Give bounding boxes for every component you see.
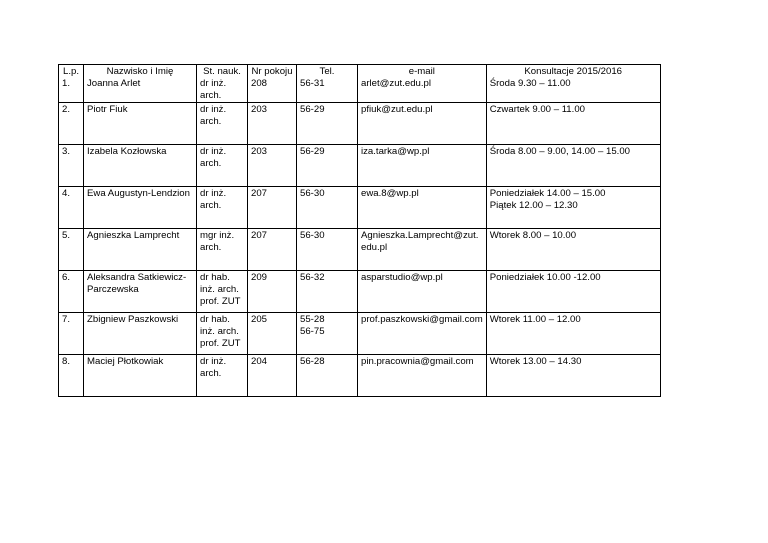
- header-lp: L.p. 1.: [59, 65, 84, 103]
- cell-lp: 5.: [59, 229, 84, 271]
- cell-room: 207: [248, 187, 297, 229]
- cell-tel: 56-29: [297, 103, 358, 145]
- first-row-lp: 1.: [62, 78, 71, 89]
- cell-email: pfiuk@zut.edu.pl: [358, 103, 487, 145]
- table-row: [59, 229, 661, 271]
- cell-lp: 3.: [59, 145, 84, 187]
- staff-consultation-table: [58, 64, 661, 397]
- cell-email: ewa.8@wp.pl: [358, 187, 487, 229]
- first-row-room: 208: [251, 78, 268, 89]
- cell-consult: Środa 8.00 – 9.00, 14.00 – 15.00: [486, 145, 660, 187]
- cell-tel: 56-28: [297, 355, 358, 397]
- cell-room: 203: [248, 103, 297, 145]
- cell-degree: dr hab. inż. arch. prof. ZUT: [197, 313, 248, 355]
- table-row: [59, 355, 661, 397]
- first-row-email: arlet@zut.edu.pl: [361, 78, 432, 89]
- cell-room: 209: [248, 271, 297, 313]
- cell-consult: Wtorek 11.00 – 12.00: [486, 313, 660, 355]
- cell-room: 204: [248, 355, 297, 397]
- header-tel: Tel. 56-31: [297, 65, 358, 103]
- cell-room: 207: [248, 229, 297, 271]
- cell-tel: 56-29: [297, 145, 358, 187]
- cell-consult: Wtorek 13.00 – 14.30: [486, 355, 660, 397]
- cell-lp: 2.: [59, 103, 84, 145]
- cell-degree: dr inż. arch.: [197, 145, 248, 187]
- cell-name: Ewa Augustyn-Lendzion: [84, 187, 197, 229]
- header-room: Nr pokoju 208: [248, 65, 297, 103]
- cell-name: Agnieszka Lamprecht: [84, 229, 197, 271]
- header-email: e-mail arlet@zut.edu.pl: [358, 65, 487, 103]
- first-row-consult: Środa 9.30 – 11.00: [489, 78, 571, 89]
- header-degree: St. nauk. dr inż. arch.: [197, 65, 248, 103]
- cell-tel: 55-28 56-75: [297, 313, 358, 355]
- table-row: [59, 145, 661, 187]
- cell-consult: Poniedziałek 14.00 – 15.00 Piątek 12.00 – 12.30: [486, 187, 660, 229]
- cell-email: Agnieszka.Lamprecht@zut. edu.pl: [358, 229, 487, 271]
- cell-lp: 8.: [59, 355, 84, 397]
- cell-name: Aleksandra Satkiewicz- Parczewska: [84, 271, 197, 313]
- first-row-name: Joanna Arlet: [87, 78, 141, 89]
- cell-degree: mgr inż. arch.: [197, 229, 248, 271]
- first-row-tel: 56-31: [300, 78, 325, 89]
- cell-lp: 7.: [59, 313, 84, 355]
- cell-degree: dr inż. arch.: [197, 355, 248, 397]
- first-row-degree: dr inż. arch.: [200, 78, 227, 101]
- cell-email: asparstudio@wp.pl: [358, 271, 487, 313]
- cell-consult: Poniedziałek 10.00 -12.00: [486, 271, 660, 313]
- cell-tel: 56-32: [297, 271, 358, 313]
- cell-email: prof.paszkowski@gmail.com: [358, 313, 487, 355]
- table-row: [59, 103, 661, 145]
- header-consult: Konsultacje 2015/2016 Środa 9.30 – 11.00: [486, 65, 660, 103]
- cell-name: Maciej Płotkowiak: [84, 355, 197, 397]
- cell-degree: dr hab. inż. arch. prof. ZUT: [197, 271, 248, 313]
- cell-email: pin.pracownia@gmail.com: [358, 355, 487, 397]
- cell-lp: 6.: [59, 271, 84, 313]
- header-name: Nazwisko i Imię Joanna Arlet: [84, 65, 197, 103]
- cell-degree: dr inż. arch.: [197, 187, 248, 229]
- table-row: [59, 313, 661, 355]
- cell-name: Zbigniew Paszkowski: [84, 313, 197, 355]
- cell-degree: dr inż. arch.: [197, 103, 248, 145]
- cell-name: Izabela Kozłowska: [84, 145, 197, 187]
- cell-consult: Czwartek 9.00 – 11.00: [486, 103, 660, 145]
- table-row: [59, 271, 661, 313]
- cell-room: 205: [248, 313, 297, 355]
- cell-tel: 56-30: [297, 229, 358, 271]
- table-row: [59, 187, 661, 229]
- cell-consult: Wtorek 8.00 – 10.00: [486, 229, 660, 271]
- cell-email: iza.tarka@wp.pl: [358, 145, 487, 187]
- cell-tel: 56-30: [297, 187, 358, 229]
- cell-lp: 4.: [59, 187, 84, 229]
- cell-room: 203: [248, 145, 297, 187]
- table-header-row: [59, 65, 661, 103]
- cell-name: Piotr Fiuk: [84, 103, 197, 145]
